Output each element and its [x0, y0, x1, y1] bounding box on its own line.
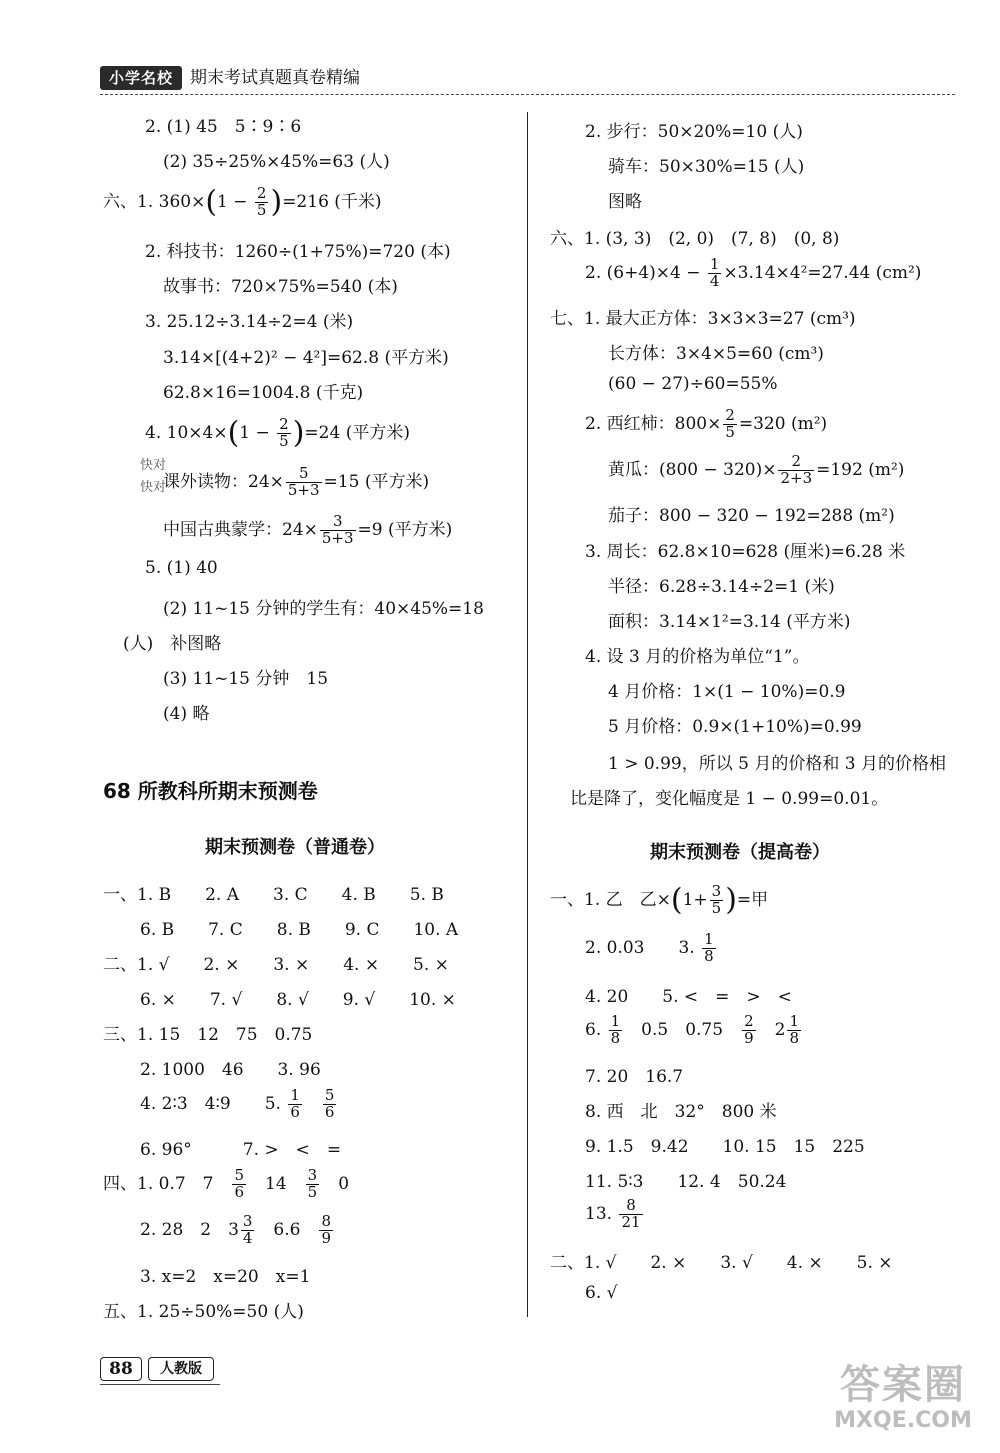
answer-line: 面积：3.14×1²=3.14 (平方米) [608, 612, 851, 632]
answer-line: 长方体：3×4×5=60 (cm³) [608, 344, 824, 364]
answer-line: 4. 2∶3 4∶9 5. $\frac{1}{6}$ $\frac{5}{6}$ [140, 1086, 335, 1121]
answer-line: 六、1. (3, 3) (2, 0) (7, 8) (0, 8) [550, 229, 840, 249]
book-title: 期末考试真题真卷精编 [190, 68, 360, 88]
answer-line: 8. 西 北 32° 800 米 [585, 1102, 777, 1122]
answer-line: 图略 [608, 192, 642, 212]
answer-line: 6. B 7. C 8. B 9. C 10. A [140, 920, 459, 940]
answer-line: 半径：6.28÷3.14÷2=1 (米) [608, 577, 835, 597]
answer-line: 五、1. 25÷50%=50 (人) [103, 1302, 304, 1322]
answer-line: 2. 科技书：1260÷(1+75%)=720 (本) [145, 242, 451, 262]
answer-line: 故事书：720×75%=540 (本) [163, 277, 398, 297]
answer-line: 6. × 7. √ 8. √ 9. √ 10. × [140, 990, 456, 1010]
answer-line: 三、1. 15 12 75 0.75 [103, 1025, 313, 1045]
answer-line: 7. 20 16.7 [585, 1067, 684, 1087]
answer-line: 一、1. B 2. A 3. C 4. B 5. B [103, 885, 444, 905]
answer-line: 6. √ [585, 1283, 618, 1303]
answer-line: 3. 周长：62.8×10=628 (厘米)=6.28 米 [585, 542, 906, 562]
answer-line: 2. 1000 46 3. 96 [140, 1060, 321, 1080]
answer-line: 1 > 0.99，所以 5 月的价格和 3 月的价格相 [608, 754, 946, 774]
answer-line: 9. 1.5 9.42 10. 15 15 225 [585, 1137, 865, 1157]
answer-line: (60 − 27)÷60=55% [608, 374, 778, 394]
pencil-note: 快对 [140, 458, 167, 473]
answer-line: 二、1. √ 2. × 3. √ 4. × 5. × [550, 1253, 893, 1273]
answer-line: 3.14×[(4+2)² − 4²]=62.8 (平方米) [163, 348, 449, 368]
section-title: 68 所教科所期末预测卷 [103, 779, 318, 803]
answer-line: 中国古典蒙学：24× $\frac{3}{5+3}$ =9 (平方米) [163, 512, 453, 547]
footer-rule [100, 1384, 220, 1385]
watermark-url: MXQE.COM [834, 1408, 972, 1433]
answer-line: 七、1. 最大正方体：3×3×3=27 (cm³) [550, 309, 856, 329]
answer-line: 11. 5∶3 12. 4 50.24 [585, 1172, 787, 1192]
answer-line: 2. (6+4)×4 − $\frac{1}{4}$ ×3.14×4²=27.44 (cm²) [585, 255, 922, 290]
answer-line: 2. 0.03 3. $\frac{1}{8}$ [585, 930, 714, 965]
answer-line: 3. x=2 x=20 x=1 [140, 1267, 311, 1287]
answer-line: 2. 28 2 3 $\frac{3}{4}$ 6.6 $\frac{8}{9}$ [140, 1212, 332, 1247]
answer-line: 四、1. 0.7 7 $\frac{5}{6}$ 14 $\frac{3}{5}$ 0 [103, 1166, 350, 1201]
answer-line: 4 月价格：1×(1 − 10%)=0.9 [608, 682, 846, 702]
column-divider [527, 112, 528, 1317]
answer-line: (2) 11~15 分钟的学生有：40×45%=18 [163, 599, 484, 619]
answer-line: (人) 补图略 [123, 634, 222, 654]
subsection-title: 期末预测卷（普通卷） [205, 837, 385, 858]
answer-line: 课外读物：24× $\frac{5}{5+3}$ =15 (平方米) [163, 464, 430, 499]
header-divider [100, 94, 955, 95]
answer-line: 六、1. 360×(1 − $\frac{2}{5}$ )=216 (千米) [103, 184, 382, 220]
pencil-note: 快对 [140, 480, 167, 495]
page-number: 88 [100, 1357, 142, 1381]
answer-line: 茄子：800 − 320 − 192=288 (m²) [608, 506, 895, 526]
answer-line: 2. 步行：50×20%=10 (人) [585, 122, 803, 142]
answer-line: 6. 96° 7. > < = [140, 1140, 342, 1160]
answer-line: 黄瓜：(800 − 320)× $\frac{2}{2+3}$ =192 (m²) [608, 452, 905, 487]
answer-line: 一、1. 乙 乙×(1+ $\frac{3}{5}$ )=甲 [550, 882, 769, 918]
answer-line: 2. 西红柿：800× $\frac{2}{5}$ =320 (m²) [585, 406, 828, 441]
series-badge: 小学名校 [100, 66, 182, 90]
answer-line: 3. 25.12÷3.14÷2=4 (米) [145, 312, 354, 332]
answer-line: (3) 11~15 分钟 15 [163, 669, 329, 689]
answer-line: 4. 10×4×(1 − $\frac{2}{5}$ )=24 (平方米) [145, 415, 410, 451]
answer-line: 比是降了，变化幅度是 1 − 0.99=0.01。 [570, 789, 889, 809]
answer-line: (2) 35÷25%×45%=63 (人) [163, 152, 390, 172]
answer-line: 6. $\frac{1}{8}$ 0.5 0.75 $\frac{2}{9}$ 2 $\frac{1}{8}$ [585, 1012, 799, 1047]
answer-line: 骑车：50×30%=15 (人) [608, 157, 805, 177]
watermark-logo [818, 1362, 988, 1444]
watermark-text: 答案圈 [840, 1362, 966, 1408]
answer-line: 5. (1) 40 [145, 558, 218, 578]
answer-line: 二、1. √ 2. × 3. × 4. × 5. × [103, 955, 449, 975]
answer-line: 5 月价格：0.9×(1+10%)=0.99 [608, 717, 862, 737]
answer-line: 2. (1) 45 5∶9∶6 [145, 117, 302, 137]
answer-line: 4. 20 5. < = > < [585, 987, 792, 1007]
answer-line: 13. $\frac{8}{21}$ [585, 1196, 641, 1231]
answer-line: (4) 略 [163, 704, 210, 724]
answer-line: 62.8×16=1004.8 (千克) [163, 383, 364, 403]
edition-badge: 人教版 [148, 1357, 214, 1381]
subsection-title: 期末预测卷（提高卷） [650, 842, 830, 863]
answer-line: 4. 设 3 月的价格为单位“1”。 [585, 647, 810, 667]
